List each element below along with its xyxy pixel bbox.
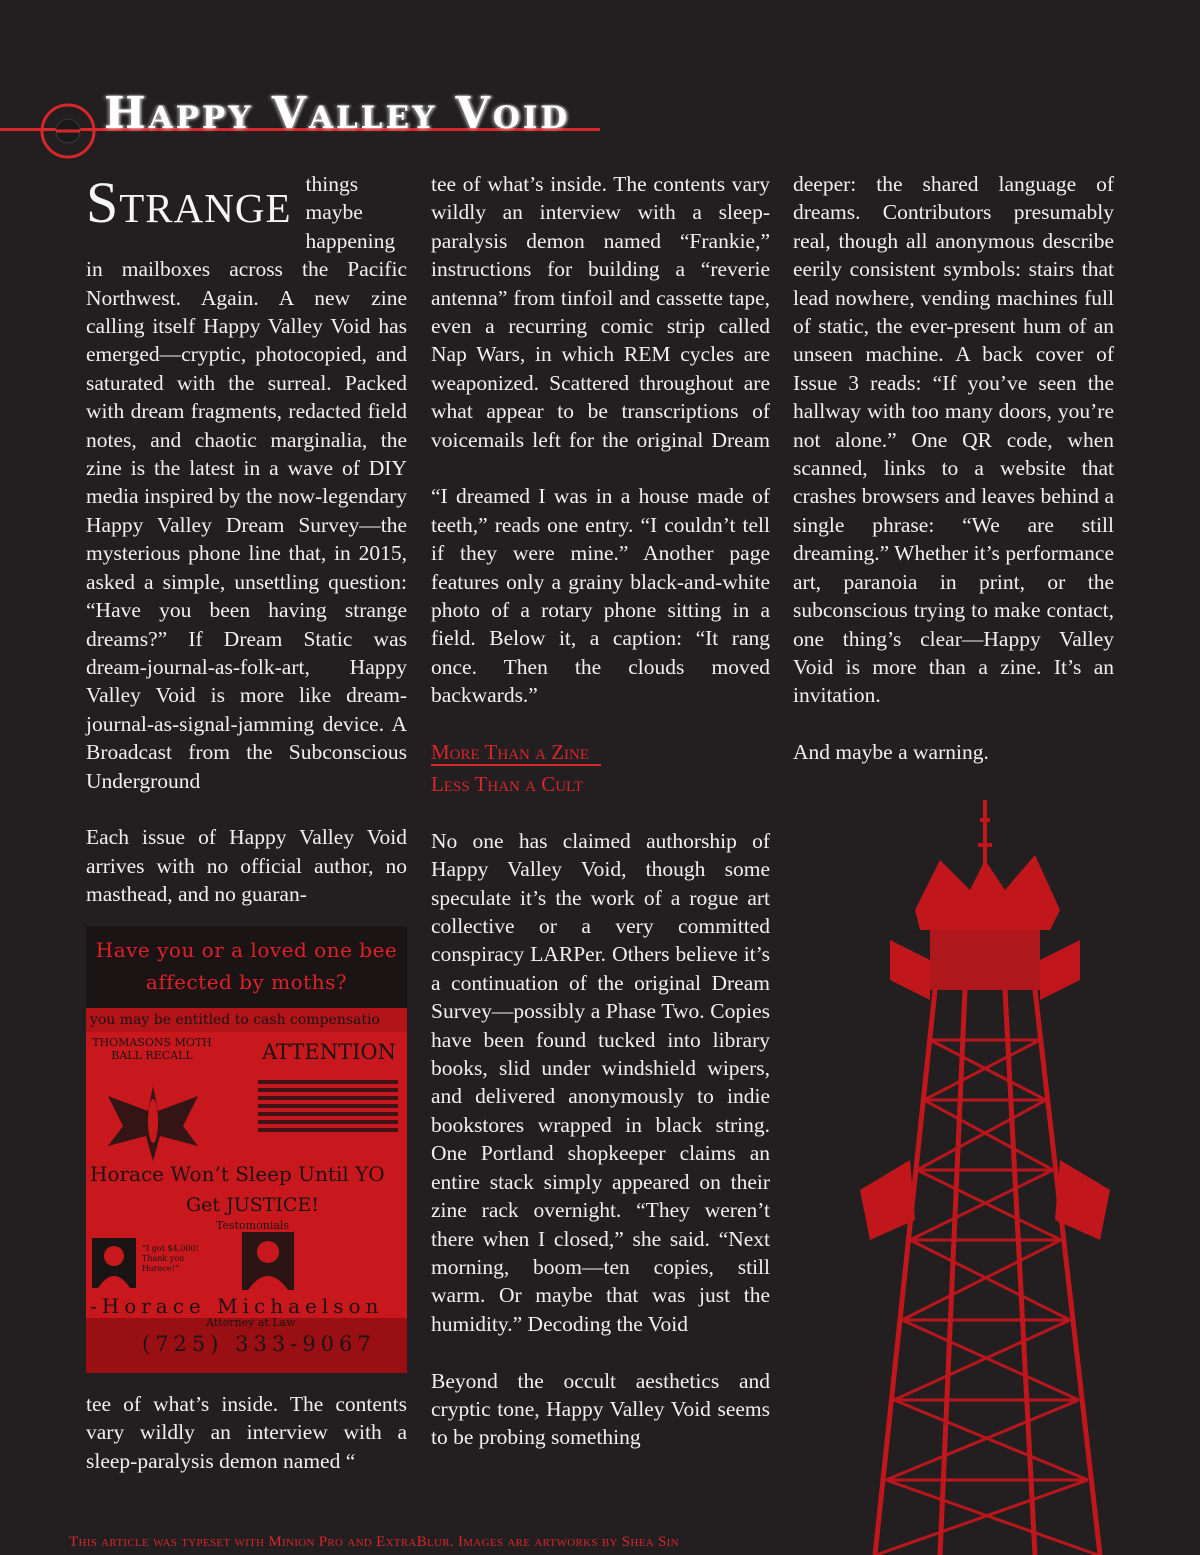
flyer-testimonial-quote: “I got $4,000! Thank you Horace!” [142, 1244, 199, 1273]
drop-cap-word: Strange [86, 170, 292, 235]
article-paragraph: Beyond the occult aesthetics and cryptic tone, Happy Valley Void seems to be probing something [431, 1368, 770, 1450]
crosshair-target-icon [38, 101, 98, 161]
moth-illustration [98, 1066, 208, 1176]
section-subhead [431, 738, 770, 798]
flyer-phone-number: (725) 333-9067 [142, 1332, 376, 1356]
article-paragraph: No one has claimed authorship of Happy Valley Void, though some speculate it’s the work of a rogue art collective or a very committed conspiracy LARPer. Others believe it’s a continuation of the original Dream Survey—possibly a Phase Two. Copies have been found tucked into library books, slid under windshield wipers, and delivered anonymously to indie bookstores wrapped in black string. One Portland shopkeeper claims an entire stack simply appeared on their zine rack overnight. “They weren’t there when I closed,” she said. “Next morning, boom—ten copies, still warm. Or maybe that was just the humidity.” Decoding the Void [431, 828, 770, 1336]
flyer-fine-print [258, 1076, 398, 1146]
typeset-credit-footer: This article was typeset with Minion Pro and ExtraBlur. Images are artworks by Shea Sin [69, 1534, 679, 1550]
flyer-attention-label: ATTENTION [262, 1040, 397, 1064]
paragraph-overflow-text: tee of what’s inside. The contents vary wildly an interview with a sleep-paralysis demon named “Frankie,” instructions for building a “reverie antenna” from tinfoil and cassette tape, even a recurring comic strip called Nap Wars, in which REM cycles are weaponized. Scattered throughout are what appear to be transcriptions of voicemails left for the original Dream [431, 172, 770, 452]
article-column-1-continued [86, 1390, 407, 1502]
flyer-compensation-line: you may be entitled to cash compensatio [86, 1008, 407, 1032]
moth-lawyer-flyer-image [86, 926, 407, 1373]
flyer-recall-label: THOMASONS MOTH BALL RECALL [92, 1036, 212, 1062]
flyer-lawyer-title: Attorney at Law [206, 1316, 296, 1329]
flyer-lawyer-name: -Horace Michaelson [90, 1294, 384, 1318]
article-paragraph: tee of what’s inside. The contents vary wildly an interview with a sleep-paralysis demon named “ [86, 1392, 407, 1473]
lawyer-portrait-icon [242, 1232, 294, 1290]
article-paragraph-continued [431, 170, 770, 454]
subhead-line-2: Less Than a Cult [431, 772, 583, 797]
flyer-justice: Get JUSTICE! [186, 1194, 319, 1216]
article-column-2 [431, 170, 770, 1480]
article-column-1 [86, 170, 407, 937]
red-radio-tower-illustration [820, 800, 1150, 1555]
subhead-line-1: More Than a Zine [431, 740, 601, 766]
intro-text: things maybe happening in mailboxes across the Pacific Northwest. Again. A new zine calling itself Happy Valley Void has emerged—cryptic, photocopied, and saturated with the surreal. Packed with dream fragments, redacted field notes, and chaotic marginalia, the zine is the latest in a wave of DIY media inspired by the now-legendary Happy Valley Dream Survey—the mysterious phone line that, in 2015, asked a simple, unsettling question: “Have you been having strange dreams?” If Dream Static was dream-journal-as-folk-art, Happy Valley Void is more like dream-journal-as-signal-jamming device. A Broadcast from the Subconscious Underground [86, 172, 407, 793]
article-paragraph: And maybe a warning. [793, 740, 989, 765]
masthead-title: Happy Valley Void [104, 88, 571, 139]
article-paragraph: deeper: the shared language of dreams. Contributors presumably real, though all anonymous describe eerily consistent symbols: stairs that lead nowhere, vending machines full of static, the ever-present hum of an unseen machine. A back cover of Issue 3 reads: “If you’ve seen the hallway with too many doors, you’re not alone.” One QR code, when scanned, links to a website that crashes browsers and leaves behind a single phrase: “We are still dreaming.” Whether it’s performance art, paranoia in print, or the subconscious trying to make contact, one thing’s clear—Happy Valley Void is more than a zine. It’s an invitation. [793, 172, 1114, 708]
article-paragraph: “I dreamed I was in a house made of teeth,” reads one entry. “I couldn’t tell if they were mine.” Another page features only a grainy black-and-white photo of a rotary phone sitting in a field. Below it, a caption: “It rang once. Then the clouds moved backwards.” [431, 484, 770, 708]
article-paragraph: Each issue of Happy Valley Void arrives with no official author, no masthead, and no guaran- [86, 825, 407, 907]
flyer-tagline: Horace Won’t Sleep Until YO [90, 1162, 385, 1186]
article-paragraph-intro [86, 170, 407, 795]
flyer-headline-2: affected by moths? [145, 970, 348, 994]
flyer-headline-1: Have you or a loved one bee [95, 938, 398, 962]
article-column-3 [793, 170, 1114, 795]
flyer-testimonials: Testomonials [216, 1219, 290, 1232]
portrait-silhouette-icon [92, 1238, 136, 1288]
